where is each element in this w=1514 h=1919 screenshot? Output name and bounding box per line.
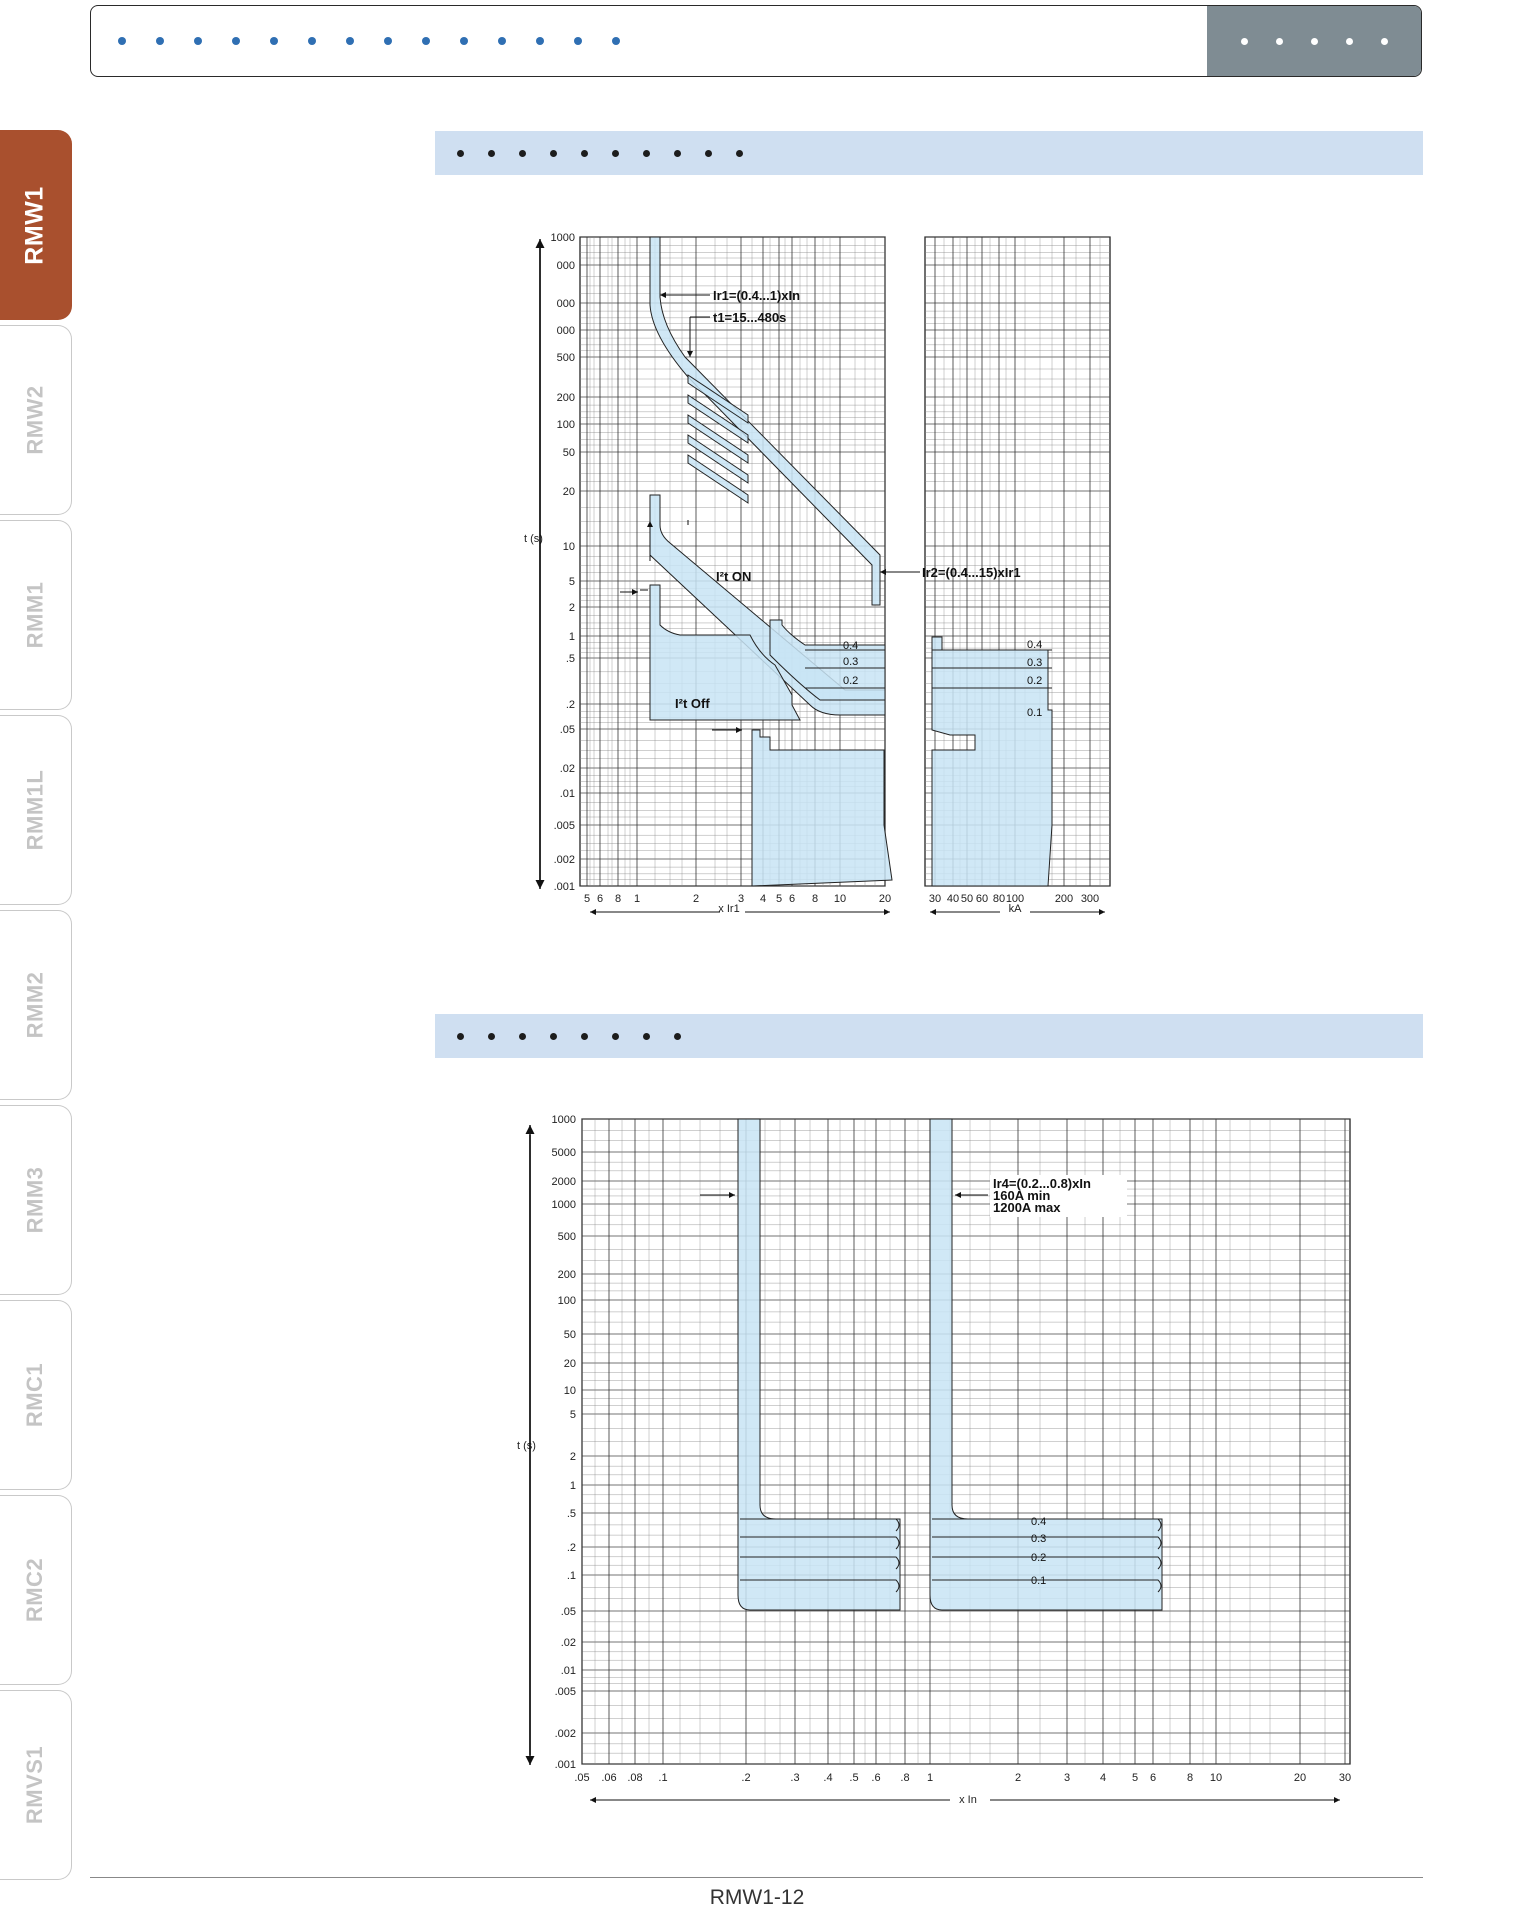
chart-2-annotation-min: 160A min [993, 1188, 1051, 1203]
chart-2-y-tick: .5 [566, 1508, 576, 1520]
chart-1-x-tick: 6 [788, 893, 796, 905]
chart-1-y-tick: 50 [562, 447, 575, 459]
chart-1-y-tick: 1000 [550, 232, 575, 244]
chart-2-x-tick: 8 [1186, 1772, 1194, 1784]
footer-rule [90, 1877, 1423, 1878]
chart-1-x-tick: 6 [596, 893, 604, 905]
chart-1-y-tick: 20 [562, 486, 575, 498]
chart-1-x-tick: 40 [946, 893, 960, 905]
chart-2-y-tick: .01 [560, 1665, 576, 1677]
tab-label: RMW1 [21, 185, 50, 265]
chart-1-y-tick: .2 [565, 699, 575, 711]
section-bar-2 [435, 1014, 1423, 1058]
tab-label: RMVS1 [22, 1745, 48, 1825]
tab-rmw1[interactable] [0, 130, 72, 320]
chart-2-x-tick: .1 [658, 1772, 668, 1784]
chart-2-band-0.2: 0.2 [1031, 1552, 1047, 1564]
tab-label: RMM3 [22, 1166, 48, 1234]
chart-1-x-tick: 300 [1080, 893, 1100, 905]
chart-2-y-tick: 2000 [551, 1176, 576, 1188]
chart-1-x-tick: 8 [811, 893, 819, 905]
page-number: RMW1-12 [709, 1886, 805, 1909]
chart-2-x-tick: .8 [900, 1772, 910, 1784]
tab-rmw2[interactable] [0, 325, 72, 515]
chart-2-y-tick: 1000 [551, 1114, 576, 1126]
chart-1-y-tick: .002 [553, 854, 575, 866]
chart-1-x-tick: 3 [737, 893, 745, 905]
chart-2-annotation-ir4: Ir4=(0.2...0.8)xIn [993, 1176, 1091, 1191]
chart-1-y-tick: .005 [553, 820, 575, 832]
chart-1-xlabel-left: x Ir1 [718, 903, 740, 915]
chart-1-y-tick: .05 [559, 724, 575, 736]
chart-2-x-tick: 20 [1293, 1772, 1307, 1784]
chart-1-xlabel-right: kA [1008, 903, 1022, 915]
chart-1-y-tick: 000 [556, 260, 575, 272]
chart-1-x-tick: 1 [633, 893, 641, 905]
chart-1-right-band-0.2: 0.2 [1027, 675, 1043, 687]
chart-2-y-tick: 5000 [551, 1147, 576, 1159]
chart-2-x-tick: 2 [1014, 1772, 1022, 1784]
chart-1-y-tick: 000 [556, 325, 575, 337]
chart-1-y-tick: 000 [556, 298, 575, 310]
chart-2-ylabel: t (s) [517, 1440, 536, 1452]
tab-label: RMC1 [22, 1362, 48, 1428]
chart-2-y-tick: .002 [554, 1728, 576, 1740]
chart-2-y-tick: 100 [557, 1295, 576, 1307]
chart-1-inst-band-left [752, 730, 892, 886]
chart-2-x-tick: 3 [1063, 1772, 1071, 1784]
chart-2-x-tick: .05 [574, 1772, 590, 1784]
chart-2-x-tick: .4 [823, 1772, 833, 1784]
section-bar-1 [435, 131, 1423, 175]
chart-2-band-0.1: 0.1 [1031, 1575, 1047, 1587]
chart-1-band-0.4: 0.4 [843, 640, 859, 652]
chart-2-y-tick: 1 [569, 1480, 576, 1492]
chart-2-y-tick: .1 [566, 1570, 576, 1582]
tab-label: RMM1 [22, 581, 48, 649]
chart-2-y-tick: 1000 [551, 1199, 576, 1211]
chart-1-annotation-ir1: Ir1=(0.4...1)xIn [713, 288, 801, 303]
chart-2-x-tick: .2 [741, 1772, 751, 1784]
chart-2-y-tick: .001 [554, 1759, 576, 1771]
tab-label: RMC2 [22, 1557, 48, 1623]
chart-1-annotation-i2t-on: I²t ON [716, 569, 752, 584]
chart-2-x-ticks [574, 1772, 1351, 1784]
tab-rmvs1[interactable] [0, 1690, 72, 1880]
header-bar [90, 5, 1422, 77]
chart-1-y-tick: .01 [559, 788, 575, 800]
chart-2-x-tick: .06 [601, 1772, 617, 1784]
chart-1-y-tick: .02 [559, 763, 575, 775]
chart-2-y-tick: 50 [563, 1329, 576, 1341]
chart-1-x-tick: 60 [975, 893, 989, 905]
chart-2-x-tick: 10 [1209, 1772, 1223, 1784]
tab-rmm3[interactable] [0, 1105, 72, 1295]
chart-1-x-tick: 2 [692, 893, 700, 905]
chart-2-frame [582, 1119, 1350, 1764]
chart-1-y-tick: .001 [553, 881, 575, 893]
chart-2-y-tick: 200 [557, 1269, 576, 1281]
chart-1-y-ticks [551, 232, 575, 893]
chart-2-y-tick: 2 [569, 1451, 576, 1463]
chart-2-y-tick: 20 [563, 1358, 576, 1370]
chart-2-x-tick: 5 [1131, 1772, 1139, 1784]
chart-2-y-tick: .05 [560, 1606, 576, 1618]
tab-rmc1[interactable] [0, 1300, 72, 1490]
chart-1-band-0.3: 0.3 [843, 656, 859, 668]
chart-1-x-tick: 20 [878, 893, 892, 905]
chart-2-x-tick: 4 [1099, 1772, 1107, 1784]
chart-2-y-tick: .02 [560, 1637, 576, 1649]
chart-1-right-band-0.4: 0.4 [1027, 639, 1043, 651]
chart-1-x-tick: 80 [992, 893, 1006, 905]
chart-1-y-tick: 100 [556, 419, 575, 431]
chart-2-y-tick: 500 [557, 1231, 576, 1243]
chart-1-x-tick: 10 [833, 893, 847, 905]
chart-2-y-tick: .005 [554, 1686, 576, 1698]
chart-2-y-tick: 5 [569, 1409, 576, 1421]
chart-1-x-ticks [584, 893, 1099, 905]
chart-1-x-tick: 8 [614, 893, 622, 905]
chart-2-band-0.4: 0.4 [1031, 1516, 1047, 1528]
chart-2-x-tick: 6 [1149, 1772, 1157, 1784]
chart-1-x-tick: 4 [759, 893, 767, 905]
chart-1-right-band-0.1: 0.1 [1027, 707, 1043, 719]
chart-2-y-ticks [552, 1114, 576, 1771]
chart-2-y-tick: .2 [566, 1542, 576, 1554]
chart-2-x-tick: .3 [790, 1772, 800, 1784]
chart-1-y-tick: 1 [568, 631, 575, 643]
chart-1 [520, 225, 1140, 935]
chart-1-x-tick: 5 [583, 893, 591, 905]
chart-1-y-tick: .5 [565, 653, 575, 665]
chart-2-x-tick: 30 [1338, 1772, 1352, 1784]
tab-rmc2[interactable] [0, 1495, 72, 1685]
chart-2-band-0.3: 0.3 [1031, 1533, 1047, 1545]
chart-1-y-tick: 2 [568, 602, 575, 614]
chart-2-y-tick: 10 [563, 1385, 576, 1397]
chart-2-x-tick: .08 [627, 1772, 643, 1784]
tab-rmm1l[interactable] [0, 715, 72, 905]
chart-1-x-tick: 30 [928, 893, 942, 905]
chart-1-x-tick: 100 [1005, 893, 1025, 905]
chart-2-x-tick: .5 [849, 1772, 859, 1784]
chart-2-x-tick: 1 [926, 1772, 934, 1784]
chart-2-x-tick: .6 [871, 1772, 881, 1784]
chart-1-y-tick: 200 [556, 392, 575, 404]
chart-1-x-tick: 5 [775, 893, 783, 905]
chart-1-annotation-ir2: Ir2=(0.4...15)xIr1 [922, 565, 1021, 580]
chart-1-y-tick: 500 [556, 352, 575, 364]
chart-1-y-tick: 5 [568, 576, 575, 588]
chart-1-y-tick: 10 [562, 541, 575, 553]
tab-label: RMM2 [22, 971, 48, 1039]
chart-1-right-band-0.3: 0.3 [1027, 657, 1043, 669]
tab-label: RMW2 [22, 385, 48, 455]
chart-1-x-tick: 50 [960, 893, 974, 905]
chart-2-xlabel: x In [959, 1794, 977, 1806]
chart-1-ylabel: t (s) [524, 533, 543, 545]
header-gray-block [1207, 6, 1421, 76]
tab-rmm1[interactable] [0, 520, 72, 710]
chart-2-annotation-max: 1200A max [993, 1200, 1061, 1215]
chart-1-band-0.2: 0.2 [843, 675, 859, 687]
tab-label: RMM1L [22, 769, 48, 851]
chart-2-grid [582, 1119, 1350, 1764]
chart-1-annotation-i2t-off: I²t Off [675, 696, 710, 711]
chart-2 [510, 1105, 1410, 1825]
chart-1-annotation-t1: t1=15...480s [713, 310, 787, 325]
chart-1-x-tick: 200 [1054, 893, 1074, 905]
tab-rmm2[interactable] [0, 910, 72, 1100]
header-dot-row [103, 6, 635, 76]
